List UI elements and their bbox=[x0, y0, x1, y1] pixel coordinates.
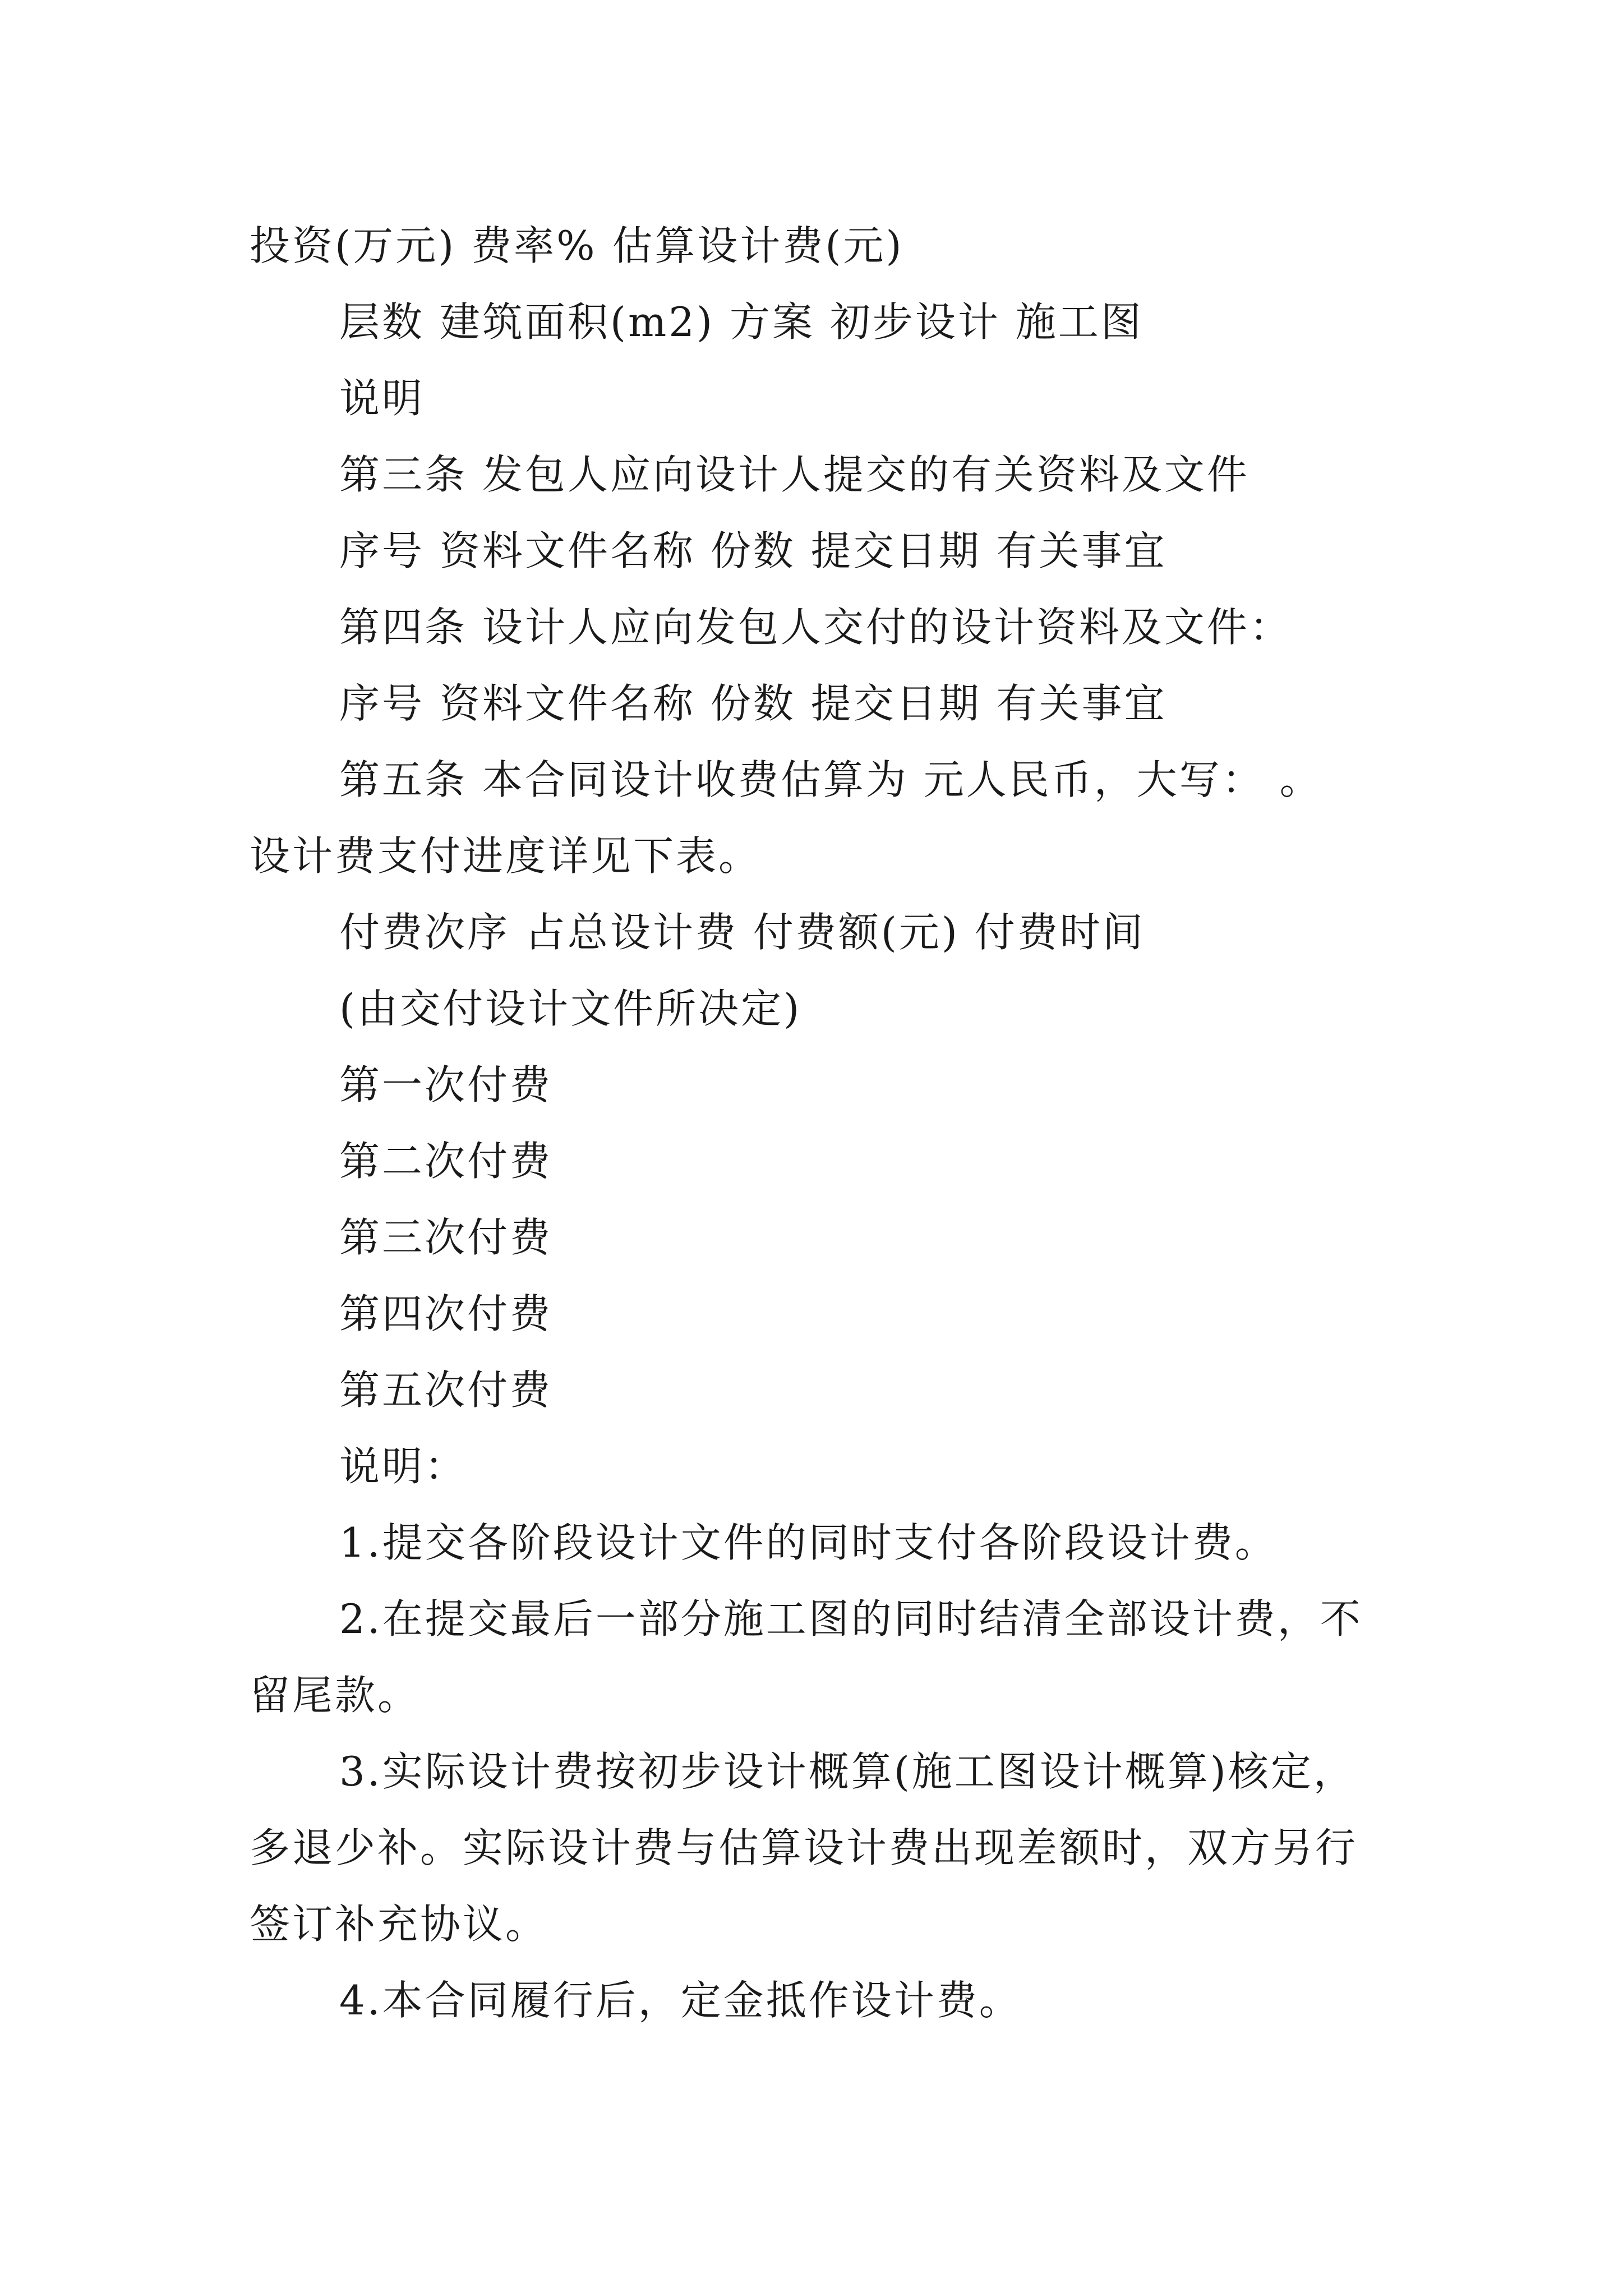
article-five: 第五条 本合同设计收费估算为 元人民币，大写： 。 bbox=[339, 756, 1322, 803]
payment-first: 第一次付费 bbox=[339, 1061, 553, 1108]
note-heading: 说明 bbox=[339, 375, 425, 422]
explanation-item-3-continued-2: 签订补充协议。 bbox=[250, 1901, 548, 1948]
explanation-item-3: 3.实际设计费按初步设计概算(施工图设计概算)核定， bbox=[339, 1748, 1356, 1795]
table-header-designer-docs: 序号 资料文件名称 份数 提交日期 有关事宜 bbox=[339, 680, 1167, 727]
payment-note: (由交付设计文件所决定) bbox=[339, 985, 802, 1032]
payment-third: 第三次付费 bbox=[339, 1214, 553, 1261]
payment-fifth: 第五次付费 bbox=[339, 1366, 553, 1414]
table-header-investment: 投资(万元) 费率% 估算设计费(元) bbox=[250, 222, 904, 269]
explanation-heading: 说明： bbox=[339, 1443, 468, 1490]
explanation-item-1: 1.提交各阶段设计文件的同时支付各阶段设计费。 bbox=[339, 1519, 1278, 1566]
article-four: 第四条 设计人应向发包人交付的设计资料及文件： bbox=[339, 604, 1292, 651]
explanation-item-2: 2.在提交最后一部分施工图的同时结清全部设计费，不 bbox=[339, 1595, 1363, 1642]
payment-second: 第二次付费 bbox=[339, 1138, 553, 1185]
document-body bbox=[250, 208, 1394, 2039]
table-header-payment: 付费次序 占总设计费 付费额(元) 付费时间 bbox=[339, 909, 1145, 956]
table-header-floors: 层数 建筑面积(m2) 方案 初步设计 施工图 bbox=[339, 298, 1144, 346]
explanation-item-3-continued-1: 多退少补。实际设计费与估算设计费出现差额时，双方另行 bbox=[250, 1824, 1358, 1871]
article-three: 第三条 发包人应向设计人提交的有关资料及文件 bbox=[339, 451, 1249, 498]
explanation-item-4: 4.本合同履行后，定金抵作设计费。 bbox=[339, 1977, 1022, 2024]
article-five-continued: 设计费支付进度详见下表。 bbox=[250, 832, 762, 880]
payment-fourth: 第四次付费 bbox=[339, 1290, 553, 1337]
table-header-client-docs: 序号 资料文件名称 份数 提交日期 有关事宜 bbox=[339, 527, 1167, 574]
explanation-item-2-continued: 留尾款。 bbox=[250, 1672, 421, 1719]
